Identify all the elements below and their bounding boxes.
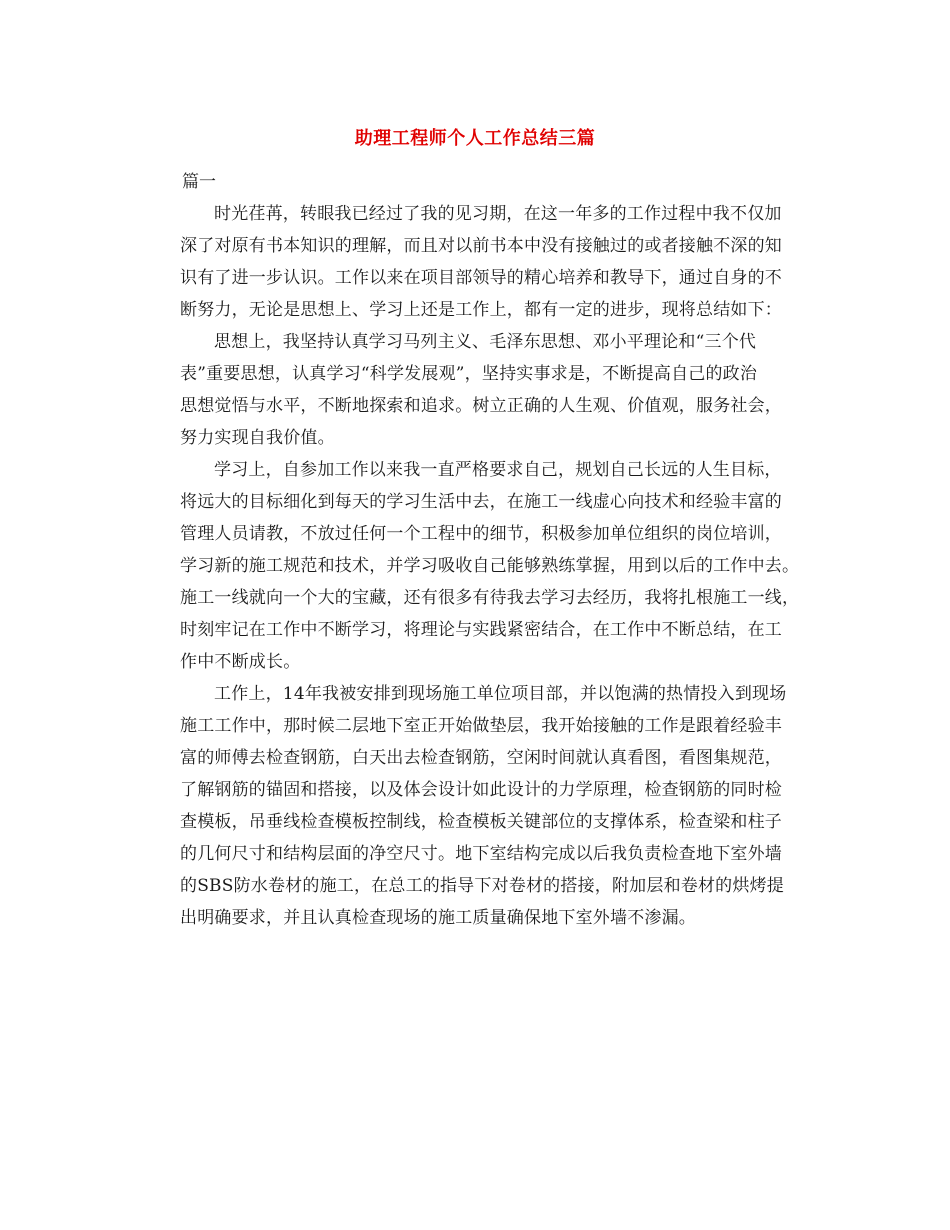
paragraph-line: 将远大的目标细化到每天的学习生活中去，在施工一线虚心向技术和经验丰富的 (180, 492, 782, 512)
paragraph-line: 工作上，14年我被安排到现场施工单位项目部，并以饱满的热情投入到现场 (214, 684, 787, 704)
paragraph-line: 学习上，自参加工作以来我一直严格要求自己，规划自己长远的人生目标， (214, 460, 782, 480)
section-label: 篇一 (182, 172, 216, 192)
paragraph-line: 识有了进一步认识。工作以来在项目部领导的精心培养和教导下，通过自身的不 (180, 268, 782, 288)
paragraph-line: 出明确要求，并且认真检查现场的施工质量确保地下室外墙不渗漏。 (180, 908, 696, 928)
paragraph-line: 施工一线就向一个大的宝藏，还有很多有待我去学习去经历，我将扎根施工一线， (180, 588, 800, 608)
paragraph-2 (146, 326, 806, 454)
paragraph-line: 思想上，我坚持认真学习马列主义、毛泽东思想、邓小平理论和“三个代 (214, 332, 757, 352)
paragraph-line: 努力实现自我价值。 (180, 428, 335, 448)
document-title: 助理工程师个人工作总结三篇 (354, 128, 596, 149)
paragraph-line: 思想觉悟与水平，不断地探索和追求。树立正确的人生观、价值观，服务社会， (180, 396, 782, 416)
paragraph-line: 深了对原有书本知识的理解，而且对以前书本中没有接触过的或者接触不深的知 (180, 236, 782, 256)
paragraph-line: 的几何尺寸和结构层面的净空尺寸。地下室结构完成以后我负责检查地下室外墙 (180, 844, 782, 864)
paragraph-line: 时刻牢记在工作中不断学习，将理论与实践紧密结合，在工作中不断总结，在工 (180, 620, 782, 640)
paragraph-line: 时光荏苒，转眼我已经过了我的见习期，在这一年多的工作过程中我不仅加 (214, 204, 782, 224)
paragraph-line: 作中不断成长。 (180, 652, 301, 672)
paragraph-4 (146, 678, 806, 934)
paragraph-line: 富的师傅去检查钢筋，白天出去检查钢筋，空闲时间就认真看图，看图集规范， (180, 748, 782, 768)
paragraph-line: 查模板，吊垂线检查模板控制线，检查模板关键部位的支撑体系，检查梁和柱子 (180, 812, 782, 832)
paragraph-line: 学习新的施工规范和技术，并学习吸收自己能够熟练掌握，用到以后的工作中去。 (180, 556, 800, 576)
document-body (146, 160, 806, 934)
paragraph-line: 管理人员请教，不放过任何一个工程中的细节，积极参加单位组织的岗位培训， (180, 524, 782, 544)
paragraph-3 (146, 454, 806, 678)
paragraph-line: 施工工作中，那时候二层地下室正开始做垫层，我开始接触的工作是跟着经验丰 (180, 716, 782, 736)
paragraph-1 (146, 198, 806, 326)
paragraph-line: 的SBS防水卷材的施工，在总工的指导下对卷材的搭接，附加层和卷材的烘烤提 (180, 876, 784, 896)
paragraph-line: 断努力，无论是思想上、学习上还是工作上，都有一定的进步，现将总结如下： (180, 300, 782, 320)
paragraph-line: 表”重要思想，认真学习“科学发展观”，坚持实事求是，不断提高自己的政治 (180, 364, 758, 384)
paragraph-line: 了解钢筋的锚固和搭接，以及体会设计如此设计的力学原理，检查钢筋的同时检 (180, 780, 782, 800)
